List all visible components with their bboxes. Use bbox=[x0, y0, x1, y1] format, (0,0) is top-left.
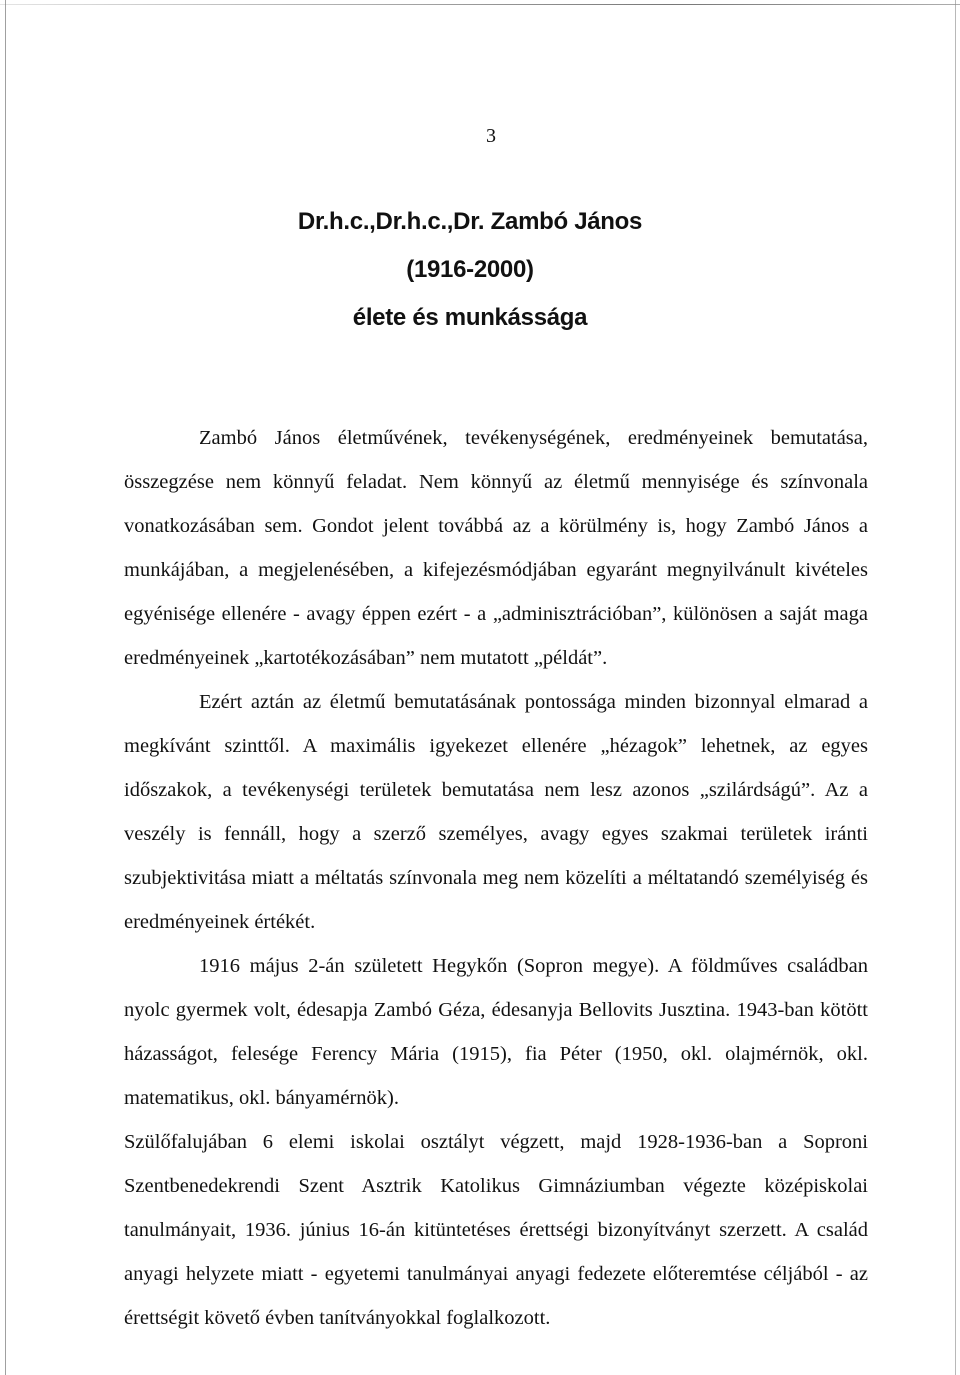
paragraph-intro: Zambó János életművének, tevékenységének, eredményeinek bemutatása, összegzése nem könnyű feladat. Nem könnyű az életmű mennyisége és színvonala vonatkozásában sem. Gondot jelent továbbá az a körülmény is, hogy Zambó János a munkájában, a megjelenésében, a kifejezésmódjában egyaránt megnyilvánult kivételes egyénisége ellenére - avagy éppen ezért - a „adminisztrációban”, különösen a saját maga eredményeinek „kartotékozásában” nem mutatott „példát”. bbox=[124, 427, 868, 669]
scan-edge-top bbox=[0, 4, 960, 5]
document-title: Dr.h.c.,Dr.h.c.,Dr. Zambó János bbox=[297, 208, 643, 235]
paragraph-difficulties: Ezért aztán az életmű bemutatásának pontossága minden bizonnyal elmarad a megkívánt szinttől. A maximális igyekezet ellenére „hézagok” lehetnek, az egyes időszakok, a tevékenységi területek bemutatása nem lesz azonos „szilárdságú”. Az a veszély is fennáll, hogy a szerző személyes, avagy egyes szakmai területek iránti szubjektivitása miatt a méltatás színvonala meg nem közelíti a méltatandó személyiség és eredményeinek értékét. bbox=[124, 691, 868, 933]
title-block bbox=[0, 198, 960, 342]
document-subtitle: élete és munkássága bbox=[352, 304, 588, 331]
body-text bbox=[124, 416, 868, 1340]
life-years: (1916-2000) bbox=[406, 256, 534, 283]
paragraph-education: Szülőfalujában 6 elemi iskolai osztályt végzett, majd 1928-1936-ban a Soproni Szentbenedekrendi Szent Asztrik Katolikus Gimnáziumban végezte középiskolai tanulmányait, 1936. június 16-án kitüntetéses érettségi bizonyítványt szerzett. A család anyagi helyzete miatt - egyetemi tanulmányai anyagi fedezete előteremtése céljából - az érettségit követő évben tanítványokkal foglalkozott. bbox=[124, 1131, 868, 1329]
paragraph-birth-family: 1916 május 2-án született Hegykőn (Sopron megye). A földműves családban nyolc gyermek volt, édesapja Zambó Géza, édesanyja Bellovits Jusztina. 1943-ban kötött házasságot, felesége Ferency Mária (1915), fia Péter (1950, okl. olajmérnök, okl. matematikus, okl. bányamérnök). bbox=[124, 955, 868, 1109]
page-number: 3 bbox=[486, 125, 496, 147]
